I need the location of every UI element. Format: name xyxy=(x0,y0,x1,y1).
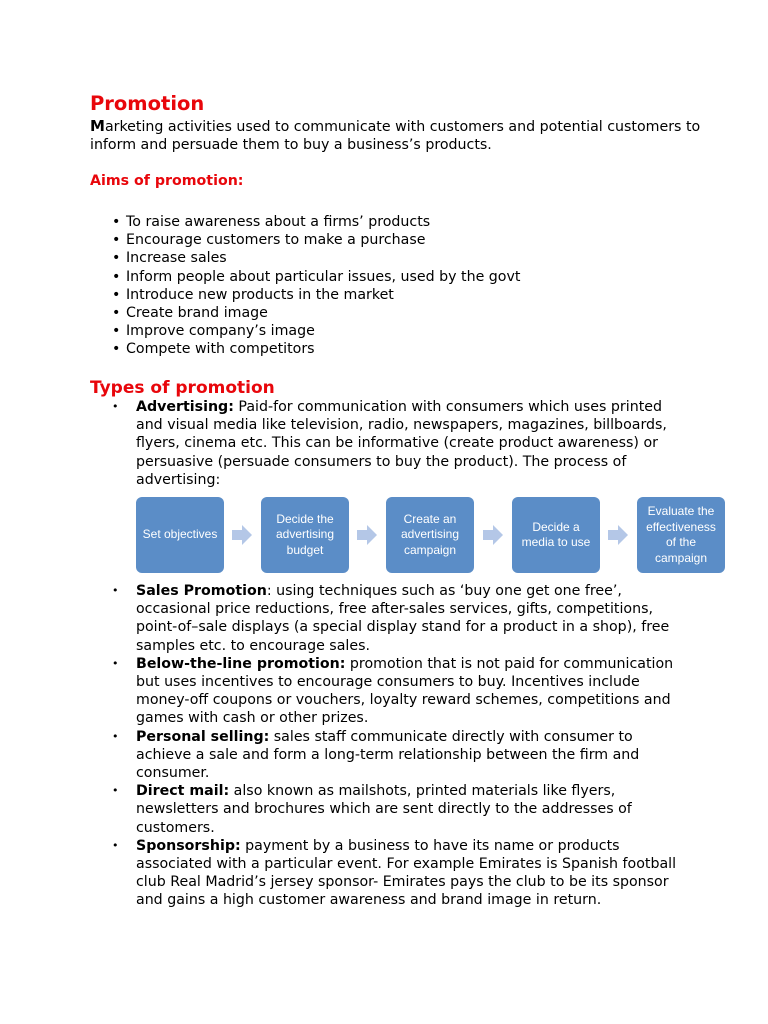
type-description: sales staff communicate directly with consumer to achieve a sale and form a long-term relationship between the firm and consumer. xyxy=(136,728,640,782)
aims-item-text: Inform people about particular issues, used by the govt xyxy=(126,268,521,285)
type-description: payment by a business to have its name or products associated with a particular event. For example Emirates is Spanish football club Real Madrid’s jersey sponsor- Emirates pays the club to be its sponsor and gains a high customer awareness and brand image in return. xyxy=(136,837,677,909)
bullet-icon: • xyxy=(112,584,119,598)
bullet-icon: • xyxy=(112,656,119,670)
aims-list-item xyxy=(112,340,520,358)
page-title: Promotion xyxy=(90,92,205,115)
arrow-right-icon xyxy=(357,525,377,545)
type-term: Direct mail: xyxy=(136,783,230,800)
type-item-below-the-line xyxy=(112,655,692,728)
types-heading: Types of promotion xyxy=(90,378,275,398)
intro-first-letter: M xyxy=(90,117,105,135)
process-step: Create an advertising campaign xyxy=(386,497,474,573)
aims-item-text: Improve company’s image xyxy=(126,323,315,340)
type-description: promotion that is not paid for communication but uses incentives to encourage consumers to buy. Incentives include money-off coupons or vouchers, loyalty reward schemes, competitions and games with cash or other prizes. xyxy=(136,655,674,727)
bullet-icon: • xyxy=(112,214,121,230)
intro-text: arketing activities used to communicate with customers and potential customers to inform and persuade them to buy a business’s products. xyxy=(90,119,701,153)
bullet-icon: • xyxy=(112,784,119,798)
type-term: Personal selling: xyxy=(136,728,270,745)
type-term: Below-the-line promotion: xyxy=(136,655,346,672)
bullet-icon: • xyxy=(112,729,119,743)
type-description: : using techniques such as ‘buy one get one free’, occasional price reductions, free after-sales services, gifts, competitions, point-of–sale displays (a special display stand for a product in a shop), free samples etc. to encourage sales. xyxy=(136,583,670,654)
aims-item-text: To raise awareness about a firms’ products xyxy=(126,214,431,230)
aims-list-item xyxy=(112,286,520,304)
aims-list-item xyxy=(112,268,520,286)
bullet-icon: • xyxy=(112,341,121,358)
bullet-icon: • xyxy=(112,286,121,303)
aims-list-item xyxy=(112,231,520,249)
type-term: Advertising: xyxy=(136,399,234,415)
types-list xyxy=(112,398,716,910)
intro-paragraph xyxy=(90,118,710,154)
type-item-sponsorship xyxy=(112,837,692,910)
bullet-icon: • xyxy=(112,400,119,413)
bullet-icon: • xyxy=(112,232,121,249)
arrow-right-icon xyxy=(483,525,503,545)
aims-item-text: Introduce new products in the market xyxy=(126,286,394,303)
type-term: Sponsorship: xyxy=(136,837,241,854)
aims-list-item xyxy=(112,249,520,267)
process-step: Decide the advertising budget xyxy=(261,497,349,573)
aims-item-text: Compete with competitors xyxy=(126,341,315,358)
process-step: Set objectives xyxy=(136,497,224,573)
arrow-right-icon xyxy=(232,525,252,545)
type-description: also known as mailshots, printed materials like flyers, newsletters and brochures which are sent directly to the addresses of customers. xyxy=(136,783,632,836)
aims-list-item xyxy=(112,304,520,322)
type-term: Sales Promotion xyxy=(136,583,267,600)
arrow-right-icon xyxy=(608,525,628,545)
type-item-sales-promotion xyxy=(112,582,692,655)
aims-item-text: Increase sales xyxy=(126,250,227,267)
bullet-icon: • xyxy=(112,838,119,852)
process-step: Evaluate the effectiveness of the campaign xyxy=(637,497,725,573)
type-item-direct-mail xyxy=(112,782,692,837)
aims-list-item xyxy=(112,322,520,340)
aims-list-item xyxy=(112,213,520,231)
aims-item-text: Encourage customers to make a purchase xyxy=(126,232,426,249)
bullet-icon: • xyxy=(112,323,121,340)
bullet-icon: • xyxy=(112,250,121,267)
aims-heading: Aims of promotion: xyxy=(90,173,244,189)
bullet-icon: • xyxy=(112,268,121,285)
process-step: Decide a media to use xyxy=(512,497,600,573)
aims-item-text: Create brand image xyxy=(126,305,268,322)
type-item-personal-selling xyxy=(112,728,692,783)
type-item-advertising xyxy=(112,398,692,489)
type-description: Paid-for communication with consumers which uses printed and visual media like television, radio, newspapers, magazines, billboards, flyers, cinema etc. This can be informative (create product awareness) or persuasive (persuade consumers to buy the product). The process of advertising: xyxy=(136,399,667,488)
aims-list xyxy=(112,213,520,359)
bullet-icon: • xyxy=(112,305,121,322)
advertising-process-diagram xyxy=(136,497,726,577)
